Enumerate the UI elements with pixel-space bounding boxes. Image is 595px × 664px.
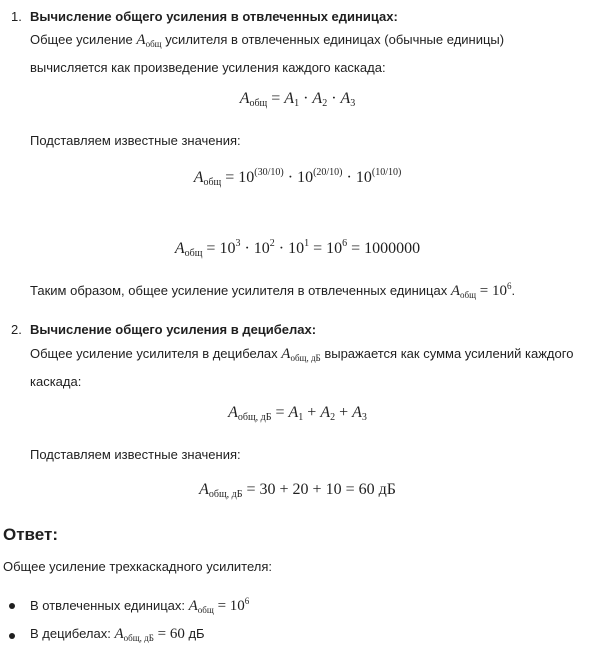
inline-math-a-total-db: $A_{общ, дБ}$ xyxy=(281,346,321,363)
section-2-substitute-text: Подставляем известные значения: xyxy=(30,447,241,462)
list-number-2: 2. xyxy=(11,322,22,337)
bullet-icon xyxy=(9,603,15,609)
bullet-icon xyxy=(9,633,15,639)
answer-bullet-units: В отвлеченных единицах: $A_{общ} = 10^6$ xyxy=(30,596,250,615)
inline-math-a-total: $A_{общ}$ xyxy=(136,32,162,49)
answer-bullet-db: В децибелах: $A_{общ, дБ} = 60$ дБ xyxy=(30,626,205,643)
section-2-heading: Вычисление общего усиления в децибелах: xyxy=(30,322,317,337)
section-1-substitute-text: Подставляем известные значения: xyxy=(30,133,241,148)
section-1-conclusion: Таким образом, общее усиление усилителя в отвлеченных единицах $A_{общ} = 10^6$. xyxy=(30,281,516,300)
answer-intro: Общее усиление трехкаскадного усилителя: xyxy=(3,559,273,574)
section-1-heading: Вычисление общего усиления в отвлеченных единицах: xyxy=(30,9,398,24)
formula-product: $A_{общ} = A_1 \cdot A_2 \cdot A_3$ xyxy=(239,90,356,109)
formula-powers: $A_{общ} = 10^{(30/10)} \cdot 10^{(20/10)} \cdot 10^{(10/10)}$ xyxy=(193,167,402,188)
section-2-paragraph: Общее усиление усилителя в децибелах $A_{общ, дБ}$ выражается как сумма усилений каждого каскада: xyxy=(30,346,574,389)
formula-sum: $A_{общ, дБ} = A_1 + A_2 + A_3$ xyxy=(228,404,367,423)
formula-result: $A_{общ} = 10^3 \cdot 10^2 \cdot 10^1 = 10^6 = 1000000$ xyxy=(174,238,421,259)
answer-title: Ответ: xyxy=(3,525,58,544)
section-1-paragraph: Общее усиление $A_{общ}$ усилителя в отвлеченных единицах (обычные единицы) вычисляется как произведение усиления каждого каскада: xyxy=(30,32,505,75)
list-number-1: 1. xyxy=(11,9,22,24)
formula-sum-values: $A_{общ, дБ} = 30 + 20 + 10 = 60$ дБ xyxy=(199,481,396,500)
